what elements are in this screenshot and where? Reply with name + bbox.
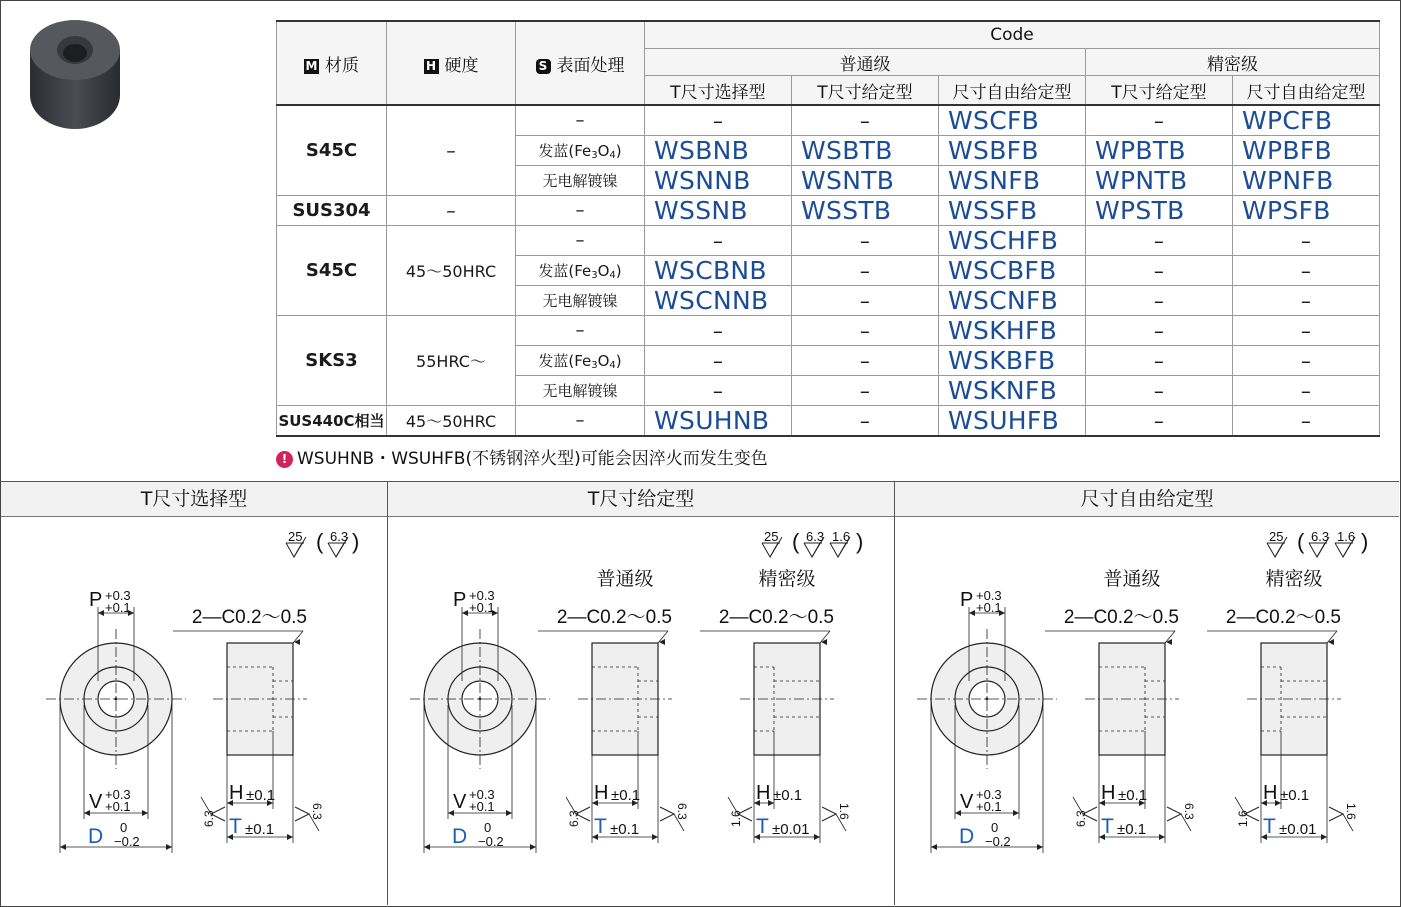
arrow-head	[1328, 639, 1334, 645]
dimension-h-tol: ±0.1	[1280, 787, 1310, 804]
dimension-d-tol: 0	[120, 820, 128, 835]
arrow-head	[60, 844, 66, 850]
surface-cell: 无电解镀镍	[516, 286, 645, 316]
surface-finish-symbol	[1309, 543, 1325, 557]
surface-cell: –	[516, 196, 645, 226]
surface-finish-value: 6.3	[202, 810, 216, 827]
dimension-t-label: T	[594, 815, 607, 838]
dimension-v-tol: +0.3	[469, 787, 495, 802]
code-cell[interactable]: WSBTB	[792, 136, 939, 166]
surface-finish-value: 6.3	[1182, 803, 1196, 820]
dimension-v-tol: +0.1	[105, 799, 131, 814]
dimension-t-tol: ±0.1	[610, 821, 640, 838]
arrow-head	[931, 844, 937, 850]
drawing-t-given	[388, 517, 894, 905]
dimension-h-tol: ±0.1	[246, 787, 276, 804]
code-cell: –	[792, 316, 939, 346]
surface-cell: 发蓝$(Fe_3O_4)$	[516, 136, 645, 166]
code-cell: –	[1086, 226, 1233, 256]
code-cell: –	[792, 105, 939, 136]
hardness-cell: 45～50HRC	[387, 406, 516, 437]
code-cell: –	[792, 376, 939, 406]
arrow-head	[506, 810, 512, 816]
warning-icon: !	[276, 451, 293, 468]
arrow-head	[652, 834, 658, 840]
dimension-d-label: D	[88, 825, 104, 848]
dimension-t-label: T	[756, 815, 769, 838]
header-free: 尺寸自由给定型	[939, 76, 1086, 106]
surface-finish-symbol	[328, 543, 344, 557]
material-cell: S45C	[277, 105, 387, 196]
dimension-h-label: H	[1263, 782, 1278, 804]
table-row	[277, 316, 1380, 346]
surface-finish-symbol	[1335, 543, 1351, 557]
dimension-v-tol: +0.1	[469, 799, 495, 814]
drawing-paren: )	[1361, 529, 1369, 554]
header-surface: S 表面处理	[516, 21, 645, 105]
code-cell[interactable]: WSUHFB	[939, 406, 1086, 437]
code-cell: –	[1233, 346, 1380, 376]
code-cell[interactable]: WSBFB	[939, 136, 1086, 166]
dimension-d-tol: −0.2	[985, 834, 1011, 849]
dimension-v-label: V	[89, 791, 103, 813]
surface-finish-value: 6.3	[310, 803, 324, 820]
code-cell[interactable]: WSKNFB	[939, 376, 1086, 406]
surface-cell: –	[516, 406, 645, 437]
material-cell: SUS304	[277, 196, 387, 226]
panel-free	[895, 481, 1399, 906]
header-material: M 材质	[277, 21, 387, 105]
surface-icon: S	[536, 59, 551, 74]
drawing-paren: (	[316, 529, 324, 554]
surface-cell: 发蓝$(Fe_3O_4)$	[516, 256, 645, 286]
dimension-h-label: H	[1101, 782, 1116, 804]
code-cell: –	[1086, 105, 1233, 136]
dimension-v-label: V	[453, 791, 467, 813]
surface-finish-value: 25	[764, 529, 779, 544]
code-cell[interactable]: WPSTB	[1086, 196, 1233, 226]
header-code: Code	[645, 21, 1380, 49]
drawing-free	[895, 517, 1399, 905]
header-t-given: T尺寸给定型	[792, 76, 939, 106]
dimension-p-tol: +0.3	[105, 588, 131, 603]
arrow-head	[1037, 844, 1043, 850]
chamfer-label: 2—C0.2～0.5	[556, 607, 672, 628]
grade-normal-label: 普通级	[1103, 569, 1161, 590]
product-photo	[28, 13, 122, 131]
code-cell: –	[1233, 226, 1380, 256]
surface-finish-value: 6.3	[567, 810, 581, 827]
chamfer-label: 2—C0.2～0.5	[1063, 607, 1179, 628]
code-cell[interactable]: WPNTB	[1086, 166, 1233, 196]
dimension-t-tol: ±0.1	[245, 821, 275, 838]
surface-cell: –	[516, 105, 645, 136]
arrow-head	[659, 639, 665, 645]
table-row	[277, 226, 1380, 256]
drawing-paren: )	[352, 529, 360, 554]
surface-finish-value: 1.6	[1344, 803, 1358, 820]
code-cell: –	[792, 286, 939, 316]
surface-finish-symbol	[804, 543, 820, 557]
drawing-t-select	[1, 517, 387, 905]
code-cell: –	[1233, 256, 1380, 286]
arrow-head	[142, 810, 148, 816]
surface-finish-symbol	[822, 807, 836, 821]
code-cell[interactable]: WSCBFB	[939, 256, 1086, 286]
material-icon: M	[305, 58, 318, 73]
surface-finish-symbol	[295, 807, 309, 821]
surface-cell: 无电解镀镍	[516, 376, 645, 406]
code-cell: –	[645, 226, 792, 256]
arrow-head	[1321, 834, 1327, 840]
surface-finish-value: 6.3	[330, 529, 349, 544]
panel-t-given	[388, 481, 894, 906]
code-cell[interactable]: WSSNB	[645, 196, 792, 226]
panel-t-select	[1, 481, 387, 906]
surface-cell: –	[516, 226, 645, 256]
panel-title: 尺寸自由给定型	[895, 482, 1399, 517]
code-cell: –	[792, 346, 939, 376]
code-cell[interactable]: WSSTB	[792, 196, 939, 226]
table-row	[277, 196, 1380, 226]
dimension-v-tol: +0.1	[976, 799, 1002, 814]
dimension-p-tol: +0.1	[469, 600, 495, 615]
dimension-t-tol: ±0.01	[772, 821, 810, 838]
surface-finish-value: 6.3	[675, 803, 689, 820]
code-cell[interactable]: WSUHNB	[645, 406, 792, 437]
code-cell[interactable]: WSKBFB	[939, 346, 1086, 376]
code-cell: –	[645, 376, 792, 406]
code-cell: –	[792, 256, 939, 286]
hardness-cell: 55HRC～	[387, 316, 516, 406]
code-cell[interactable]: WPSFB	[1233, 196, 1380, 226]
surface-finish-value: 1.6	[837, 803, 851, 820]
header-precision-grade: 精密级	[1086, 49, 1380, 76]
dimension-p-label: P	[89, 589, 103, 611]
table-body	[277, 105, 1380, 436]
arrow-head	[294, 639, 300, 645]
code-cell[interactable]: WSCNNB	[645, 286, 792, 316]
arrow-head	[1159, 834, 1165, 840]
surface-cell: 无电解镀镍	[516, 166, 645, 196]
surface-finish-value: 1.6	[1337, 529, 1356, 544]
arrow-head	[166, 844, 172, 850]
code-cell[interactable]: WPBTB	[1086, 136, 1233, 166]
surface-finish-symbol	[762, 543, 778, 557]
surface-finish-value: 1.6	[729, 810, 743, 827]
table-row	[277, 406, 1380, 437]
dimension-d-tol: −0.2	[478, 834, 504, 849]
code-cell[interactable]: WSCBNB	[645, 256, 792, 286]
arrow-head	[1013, 810, 1019, 816]
dimension-t-label: T	[1101, 815, 1114, 838]
arrow-head	[530, 844, 536, 850]
dimension-d-label: D	[452, 825, 468, 848]
material-cell: SUS440C相当	[277, 406, 387, 437]
grade-precision-label: 精密级	[758, 569, 816, 590]
dimension-t-label: T	[229, 815, 242, 838]
code-cell[interactable]: WSBNB	[645, 136, 792, 166]
hardness-cell: –	[387, 105, 516, 196]
dimension-d-tol: 0	[484, 820, 492, 835]
dimension-t-label: T	[1263, 815, 1276, 838]
material-cell: SKS3	[277, 316, 387, 406]
surface-cell: –	[516, 316, 645, 346]
dimension-h-tol: ±0.1	[611, 787, 641, 804]
code-cell: –	[645, 316, 792, 346]
surface-finish-value: 1.6	[832, 529, 851, 544]
arrow-head	[814, 834, 820, 840]
material-cell: S45C	[277, 226, 387, 316]
dimension-h-label: H	[756, 782, 771, 804]
surface-finish-symbol	[1329, 807, 1343, 821]
hardness-cell: –	[387, 196, 516, 226]
arrow-head	[1166, 639, 1172, 645]
dimension-p-tol: +0.3	[469, 588, 495, 603]
spec-table	[276, 20, 1380, 437]
code-cell[interactable]: WSKHFB	[939, 316, 1086, 346]
center-mark	[479, 698, 482, 701]
dimension-v-tol: +0.3	[976, 787, 1002, 802]
dimension-t-tol: ±0.01	[1279, 821, 1317, 838]
dimension-p-tol: +0.1	[105, 600, 131, 615]
warning-note: ! WSUHNB・WSUHFB(不锈钢淬火型)可能会因淬火而发生变色	[276, 444, 768, 469]
code-cell: –	[1086, 286, 1233, 316]
code-cell: –	[1086, 376, 1233, 406]
center-mark	[115, 698, 118, 701]
dimension-h-label: H	[594, 782, 609, 804]
code-cell[interactable]: WPNFB	[1233, 166, 1380, 196]
surface-finish-value: 25	[288, 529, 303, 544]
code-cell[interactable]: WPBFB	[1233, 136, 1380, 166]
code-cell[interactable]: WSSFB	[939, 196, 1086, 226]
code-cell[interactable]: WSCNFB	[939, 286, 1086, 316]
surface-finish-value: 1.6	[1236, 810, 1250, 827]
header-t-given-precision: T尺寸给定型	[1086, 76, 1233, 106]
center-mark	[986, 698, 989, 701]
dimension-h-tol: ±0.1	[773, 787, 803, 804]
code-cell[interactable]: WSNFB	[939, 166, 1086, 196]
arrow-head	[424, 844, 430, 850]
chamfer-label: 2—C0.2～0.5	[1225, 607, 1341, 628]
code-cell[interactable]: WSCFB	[939, 105, 1086, 136]
surface-finish-symbol	[830, 543, 846, 557]
code-cell[interactable]: WSCHFB	[939, 226, 1086, 256]
code-cell: –	[1086, 256, 1233, 286]
grade-precision-label: 精密级	[1265, 569, 1323, 590]
panel-title: T尺寸选择型	[1, 482, 387, 517]
grade-normal-label: 普通级	[596, 569, 654, 590]
dimension-t-tol: ±0.1	[1117, 821, 1147, 838]
code-cell: –	[645, 346, 792, 376]
code-cell[interactable]: WPCFB	[1233, 105, 1380, 136]
code-cell: –	[1086, 316, 1233, 346]
dimension-d-label: D	[959, 825, 975, 848]
header-hardness: H 硬度	[387, 21, 516, 105]
dimension-h-label: H	[229, 782, 244, 804]
code-cell: –	[1086, 346, 1233, 376]
hardness-cell: 45～50HRC	[387, 226, 516, 316]
header-free-precision: 尺寸自由给定型	[1233, 76, 1380, 106]
chamfer-label: 2—C0.2～0.5	[718, 607, 834, 628]
arrow-head	[287, 834, 293, 840]
drawing-paren: (	[1297, 529, 1305, 554]
drawing-paren: (	[792, 529, 800, 554]
surface-finish-value: 6.3	[1311, 529, 1330, 544]
drawing-paren: )	[856, 529, 864, 554]
dimension-v-tol: +0.3	[105, 787, 131, 802]
dimension-p-label: P	[453, 589, 467, 611]
table-row	[277, 105, 1380, 136]
code-cell: –	[1233, 406, 1380, 437]
surface-finish-value: 6.3	[806, 529, 825, 544]
dimension-p-label: P	[960, 589, 974, 611]
surface-finish-symbol	[660, 807, 674, 821]
dimension-d-tol: 0	[991, 820, 999, 835]
header-t-select: T尺寸选择型	[645, 76, 792, 106]
code-cell: –	[1233, 316, 1380, 346]
code-cell[interactable]: WSNTB	[792, 166, 939, 196]
surface-finish-symbol	[1167, 807, 1181, 821]
code-cell: –	[792, 226, 939, 256]
dimension-d-tol: −0.2	[114, 834, 140, 849]
hardness-icon: H	[424, 59, 439, 74]
dimension-p-tol: +0.1	[976, 600, 1002, 615]
header-normal-grade: 普通级	[645, 49, 1086, 76]
code-cell: –	[1086, 406, 1233, 437]
code-cell: –	[792, 406, 939, 437]
chamfer-label: 2—C0.2～0.5	[191, 607, 307, 628]
code-cell: –	[645, 105, 792, 136]
dimension-v-label: V	[960, 791, 974, 813]
code-cell[interactable]: WSNNB	[645, 166, 792, 196]
code-cell: –	[1233, 376, 1380, 406]
dimension-h-tol: ±0.1	[1118, 787, 1148, 804]
panel-title: T尺寸给定型	[388, 482, 894, 517]
arrow-head	[821, 639, 827, 645]
surface-finish-symbol	[1267, 543, 1283, 557]
surface-finish-value: 6.3	[1074, 810, 1088, 827]
surface-finish-symbol	[286, 543, 302, 557]
surface-finish-value: 25	[1269, 529, 1284, 544]
code-cell: –	[1233, 286, 1380, 316]
surface-cell: 发蓝$(Fe_3O_4)$	[516, 346, 645, 376]
dimension-p-tol: +0.3	[976, 588, 1002, 603]
